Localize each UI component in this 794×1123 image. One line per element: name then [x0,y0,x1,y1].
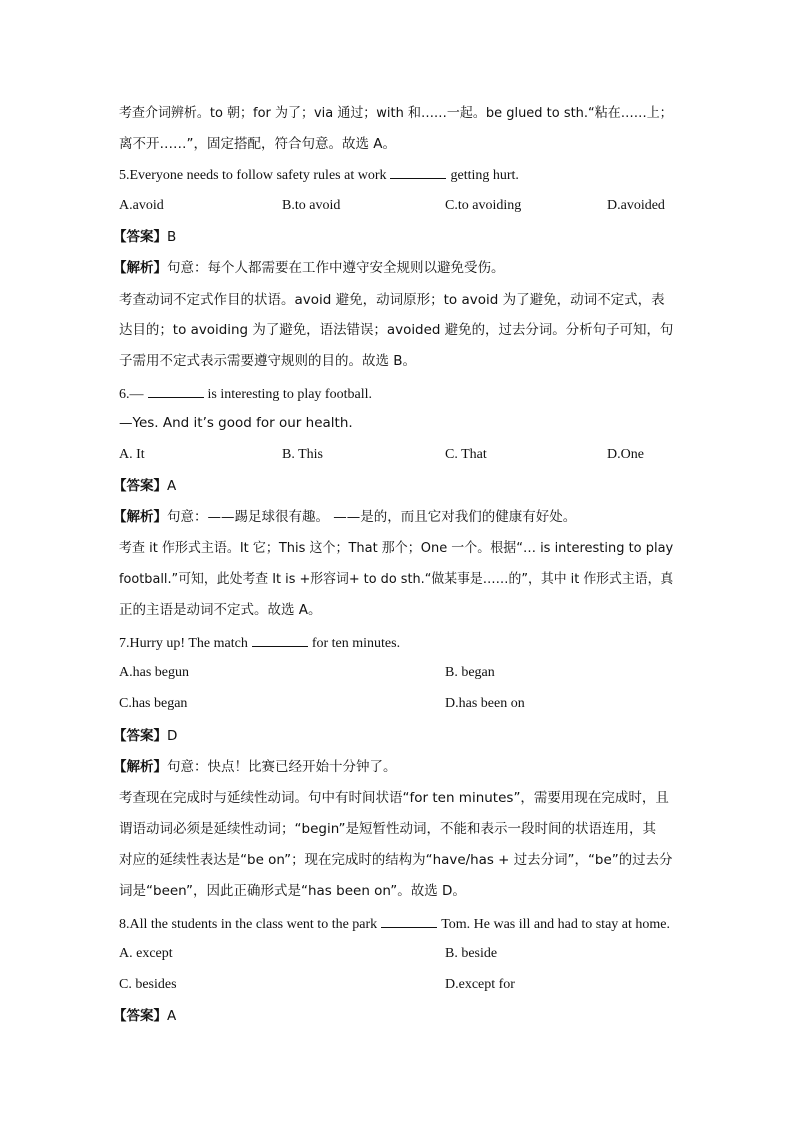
option-a: A.avoid [119,198,164,213]
question-stem-end: Tom. He was ill and had to stay at home. [441,917,670,932]
answer-line [113,726,177,746]
analysis-sentence: 句意：每个人都需要在工作中遵守安全规则以避免受伤。 [167,260,505,276]
paragraph-line: 谓语动词必须是延续性动词；“begin”是短暂性动词，不能和表示一段时间的状语连用，其 [119,821,656,837]
answer-label: 【答案】 [113,478,167,494]
question-stem: 6.— [119,387,144,402]
question-line [119,632,400,654]
answer-value: A [167,478,177,494]
answer-blank [252,632,308,647]
option-c: C. besides [119,977,177,992]
answer-blank [148,383,204,398]
answer-value: D [167,728,178,744]
analysis-label: 【解析】 [113,509,167,525]
paragraph-line: 考查动词不定式作目的状语。avoid 避免，动词原形；to avoid 为了避免，动词不定式，表 [119,292,665,308]
analysis-line [113,757,397,777]
option-d: D.has been on [445,696,525,711]
option-a: A. It [119,447,145,462]
option-b: B. This [282,447,323,462]
analysis-line [113,507,576,527]
analysis-sentence: 句意：——踢足球很有趣。 ——是的，而且它对我们的健康有好处。 [167,509,577,525]
answer-value: B [167,229,177,245]
analysis-sentence: 句意：快点！比赛已经开始十分钟了。 [167,759,397,775]
paragraph-line: 对应的延续性表达是“be on”；现在完成时的结构为“have/has + 过去分词”，“be”的过去分 [119,852,673,868]
paragraph-line: 考查 it 作形式主语。It 它；This 这个；That 那个；One 一个。根据“… is interesting to play [119,540,674,556]
question-line [119,913,670,935]
option-b: B. beside [445,946,498,961]
answer-value: A [167,1008,177,1024]
analysis-line [113,258,505,278]
option-a: A.has begun [119,665,189,680]
paragraph-line: 子需用不定式表示需要遵守规则的目的。故选 B。 [119,353,417,369]
question-stem: 8.All the students in the class went to the park [119,917,378,932]
paragraph-line: 考查现在完成时与延续性动词。句中有时间状语“for ten minutes”，需要用现在完成时，且 [119,790,669,806]
option-b: B.to avoid [282,198,341,213]
analysis-label: 【解析】 [113,759,167,775]
question-line [119,383,372,405]
question-stem-end: getting hurt. [450,168,519,183]
question-stem-end: is interesting to play football. [207,387,372,402]
question-stem: 5.Everyone needs to follow safety rules at work [119,168,387,183]
answer-label: 【答案】 [113,229,167,245]
option-d: D.avoided [607,198,665,213]
option-c: C.to avoiding [445,198,522,213]
question-line [119,164,519,186]
answer-blank [390,164,446,179]
paragraph-line: 达目的；to avoiding 为了避免，语法错误；avoided 避免的，过去分词。分析句子可知，句 [119,322,674,338]
option-a: A. except [119,946,173,961]
option-d: D.except for [445,977,515,992]
answer-label: 【答案】 [113,1008,167,1024]
option-b: B. began [445,665,495,680]
paragraph-line: 正的主语是动词不定式。故选 A。 [119,602,322,618]
paragraph-line: 离不开……”，固定搭配，符合句意。故选 A。 [119,136,397,152]
answer-blank [381,913,437,928]
analysis-label: 【解析】 [113,260,167,276]
answer-line [113,227,176,247]
option-c: C.has began [119,696,188,711]
question-stem: 7.Hurry up! The match [119,636,248,651]
answer-line [113,1006,176,1026]
question-stem-end: for ten minutes. [311,636,401,651]
answer-label: 【答案】 [113,728,167,744]
option-d: D.One [607,447,644,462]
paragraph-line: 词是“been”，因此正确形式是“has been on”。故选 D。 [119,883,466,899]
answer-line [113,476,176,496]
paragraph-line: football.”可知，此处考查 It is +形容词+ to do sth.“做某事是……的”，其中 it 作形式主语，真 [119,571,674,587]
option-c: C. That [445,447,487,462]
paragraph-line: 考查介词辨析。to 朝；for 为了；via 通过；with 和……一起。be glued to sth.“粘在……上； [119,105,673,121]
paragraph-line: —Yes. And it’s good for our health. [119,415,353,431]
